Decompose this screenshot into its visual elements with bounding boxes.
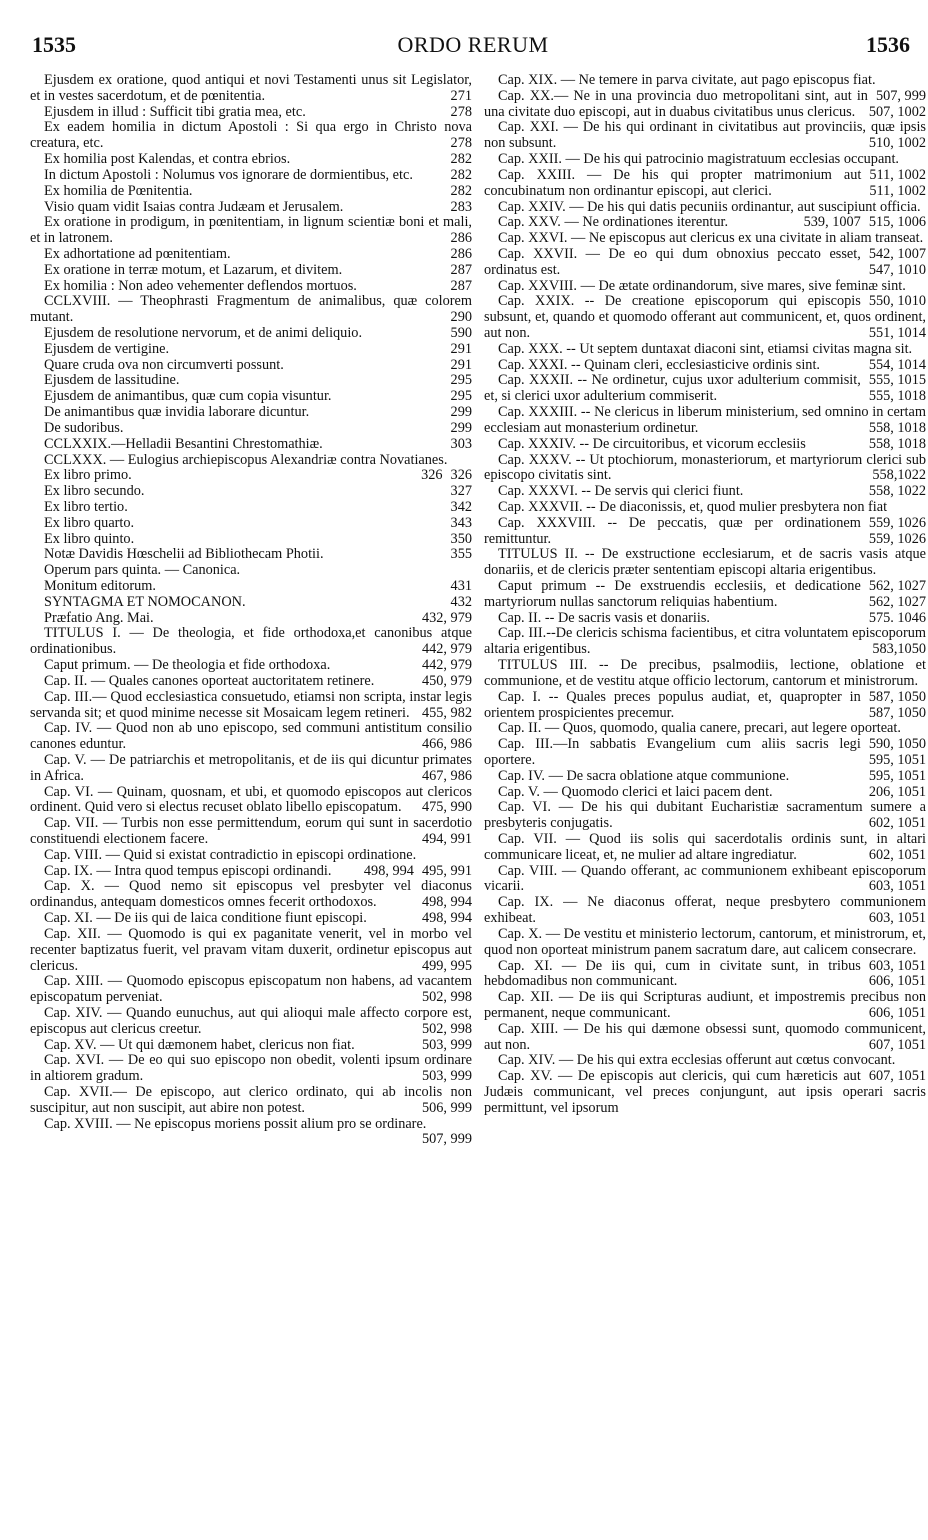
toc-entry-text: Cap. XXXIV. -- De circuitoribus, et vicorum ecclesiis	[498, 435, 806, 452]
toc-entry-page: 494, 991	[421, 831, 472, 847]
toc-entry	[30, 358, 472, 374]
toc-entry	[30, 168, 472, 184]
toc-entry	[484, 959, 926, 991]
toc-entry-page: 282	[450, 151, 472, 168]
toc-entry-text: Cap. VII. — Quod iis solis qui sacerdotalis ordinis sunt, in altari communicare liceat, et, ne mulier ad altare ingrediatur.	[484, 831, 926, 863]
toc-entry-page: 442, 979	[421, 641, 472, 658]
toc-entry-page: 558, 1022	[868, 483, 926, 500]
toc-entry-text: CCLXXIX.—Helladii Besantini Chrestomathiæ.	[44, 435, 323, 452]
toc-entry	[30, 437, 472, 453]
toc-entry	[484, 168, 926, 200]
toc-entry-text: Ex eadem homilia in dictum Apostoli : Si qua ergo in Christo nova creatura, etc.	[30, 119, 472, 152]
toc-entry-text: Cap. XV. — De episcopis aut clericis, qui cum hæreticis aut Judæis communicant, vel preces conjungunt, aut ipsis operari sacris permittunt, vel ipsorum	[484, 1068, 926, 1116]
toc-entry	[30, 200, 472, 216]
toc-entry	[484, 626, 926, 658]
toc-entry-page: 511, 1002	[869, 182, 926, 199]
toc-entry-page: 299	[450, 419, 472, 436]
toc-entry-page: 291	[450, 340, 472, 357]
toc-entry-text: Cap. VIII. — Quando offerant, ac communionem exhibeant episcoporum vicarii.	[484, 862, 926, 895]
toc-entry-text: Cap. XI. — De iis qui, cum in civitate sunt, in tribus hebdomadibus non communicant.	[484, 957, 861, 990]
toc-entry-page: 559, 1026	[868, 530, 926, 547]
toc-entry-text: TITULUS III. -- De precibus, psalmodiis, lectione, oblatione et communione, et de vestitu atque officio lectorum, cantorum et ministrorum.	[484, 657, 926, 689]
toc-entry-text: Ex libro quarto.	[44, 514, 135, 531]
toc-entry-text: Cap. IX. — Ne diaconus offerat, neque presbytero communionem exhibeat.	[484, 894, 926, 927]
toc-entry-text: Cap. I. -- Quales preces populus audiat, et, quapropter in orientem prospicientes precemur.	[484, 688, 861, 721]
toc-entry	[30, 405, 472, 421]
toc-entry-page: 590, 1050	[868, 736, 926, 753]
toc-entry-text: Monitum editorum.	[44, 578, 156, 594]
page-header	[32, 32, 914, 62]
toc-entry-page: 555, 1018	[868, 388, 926, 405]
toc-entry	[484, 611, 926, 627]
toc-entry	[484, 1069, 926, 1116]
toc-entry-text: Quare cruda ova non circumverti possunt.	[44, 356, 284, 373]
toc-entry	[30, 421, 472, 437]
toc-entry	[484, 1052, 926, 1085]
toc-entry-page: 603, 1051	[868, 910, 926, 927]
toc-entry	[30, 1053, 472, 1085]
toc-entry-page: 558,1022	[872, 467, 926, 484]
toc-entry-text: Ex libro secundo.	[44, 483, 145, 500]
toc-entry-text: CCLXVIII. — Theophrasti Fragmentum de animalibus, quæ colorem mutant.	[30, 293, 472, 326]
toc-entry-text: Cap. II. — Quales canones oporteat auctoritatem retinere.	[44, 672, 375, 689]
toc-entry-page: 562, 1027	[868, 593, 926, 610]
toc-entry-page: 287	[450, 277, 472, 294]
toc-entry-text: Caput primum. — De theologia et fide orthodoxa.	[44, 657, 331, 674]
left-page-number: 1535	[32, 32, 76, 57]
toc-entry	[30, 294, 472, 326]
toc-entry-page: 590	[450, 325, 472, 341]
toc-entry	[30, 468, 472, 484]
toc-entry-page: 303	[450, 435, 472, 452]
running-title: ORDO RERUM	[397, 32, 549, 57]
toc-entry-text: Ex oratione in prodigum, in pœnitentiam, in lignum scientiæ boni et mali, et in latronem.	[30, 214, 472, 247]
toc-entry-page: 547, 1010	[868, 261, 926, 278]
toc-entry	[30, 611, 472, 627]
toc-entry-page: 503, 999	[421, 1036, 472, 1053]
toc-entry-text: Cap. XII. — Quomodo is qui ex paganitate venerit, vel in morbo vel recenter baptizatus fuerit, vel pravam vitam duxerit, ordinetur episcopus aut clericus.	[30, 925, 472, 974]
toc-entry-text: Cap. XIX. — Ne temere in parva civitate, aut pago episcopus fiat.	[498, 73, 876, 88]
toc-entry	[30, 547, 472, 563]
toc-entry	[30, 184, 472, 200]
toc-entry	[484, 769, 926, 785]
toc-entry-page: 606, 1051	[868, 973, 926, 990]
toc-entry-page: 326	[450, 467, 472, 484]
toc-entry	[30, 389, 472, 405]
toc-entry-page: 350	[450, 530, 472, 547]
toc-entry-text: Cap. III.— Quod ecclesiastica consuetudo, etiamsi non scripta, instar legis servanda sit; et quod minime necesse sit Mosaicam legem retineri.	[30, 688, 472, 721]
toc-entry-text: Cap. XIII. — Quomodo episcopus episcopatum non habens, ad vacantem episcopatum perveniat.	[30, 973, 472, 1006]
toc-entry-page: 602, 1051	[868, 846, 926, 863]
toc-entry-text: Cap. III.--De clericis schisma facientibus, et citra voluntatem episcoporum altaria erigentibus.	[484, 625, 926, 658]
toc-entry-text: Ejusdem de lassitudine.	[44, 372, 180, 389]
toc-entry-page: 511, 1002	[869, 166, 926, 183]
toc-entry-text: Cap. XXII. — De his qui patrocinio magistratuum ecclesias occupant.	[498, 151, 899, 168]
toc-entry-page: 355	[450, 546, 472, 563]
toc-entry-text: Cap. XXXVIII. -- De peccatis, quæ per ordinationem remittuntur.	[484, 514, 861, 547]
toc-entry-text: Ejusdem in illud : Sufficit tibi gratia mea, etc.	[44, 103, 306, 120]
toc-entry-text: Cap. XV. — Ut qui dæmonem habet, clericus non fiat.	[44, 1036, 355, 1053]
toc-entry-text: Cap. XXVI. — Ne episcopus aut clericus ex una civitate in aliam transeat.	[498, 230, 924, 247]
toc-entry	[484, 690, 926, 722]
toc-entry-text: Cap. II. -- De sacris vasis et donariis.	[498, 609, 711, 626]
toc-entry	[30, 879, 472, 911]
toc-entry	[30, 1115, 472, 1148]
toc-entry-page: 510, 1002	[868, 135, 926, 152]
toc-entry-text: In dictum Apostoli : Nolumus vos ignorare de dormientibus, etc.	[44, 166, 413, 183]
toc-entry	[30, 373, 472, 389]
toc-entry	[484, 800, 926, 832]
toc-entry	[30, 120, 472, 152]
toc-entry-page: 295	[450, 372, 472, 389]
toc-entry-page: 326	[421, 467, 443, 484]
toc-entry-page: 282	[450, 166, 472, 183]
toc-entry-page: 559, 1026	[868, 514, 926, 531]
toc-entry	[30, 1085, 472, 1117]
toc-entry-text: Cap. XXXII. -- Ne ordinetur, cujus uxor adulterium commisit, et, si clerici uxor adulterium commiserit.	[484, 372, 861, 405]
toc-entry	[30, 532, 472, 548]
toc-entry	[484, 373, 926, 405]
toc-entry-text: CCLXXX. — Eulogius archiepiscopus Alexandriæ contra Novatianes.	[44, 451, 448, 468]
toc-entry-page: 542, 1007	[868, 245, 926, 262]
toc-entry	[30, 626, 472, 658]
toc-entry-page: 450, 979	[421, 672, 472, 689]
toc-entry-text: Cap. XIV. — De his qui extra ecclesias offerunt aut cœtus convocant.	[498, 1052, 896, 1069]
toc-entry-page: 507, 1002	[868, 103, 926, 120]
toc-entry-page: 467, 986	[421, 767, 472, 784]
toc-entry-page: 295	[450, 388, 472, 405]
toc-entry-text: Caput primum -- De exstruendis ecclesiis, et dedicatione martyriorum nullas sanctorum reliquias habentium.	[484, 578, 861, 610]
toc-entry-page: 466, 986	[421, 736, 472, 753]
toc-entry-text: Cap. XVIII. — Ne episcopus moriens possit alium pro se ordinare.	[44, 1115, 427, 1132]
toc-entry-text: Ex libro quinto.	[44, 530, 135, 547]
toc-entry-page: 327	[450, 483, 472, 500]
toc-entry-text: Cap. VII. — Turbis non esse permittendum, eorum qui sunt in sacerdotio constituendi electionem facere.	[30, 815, 472, 847]
toc-entry-text: Cap. X. — De vestitu et ministerio lectorum, cantorum, et ministrorum, et, quod non oporteat ministrum panem sacratum dare, aut calicem consecrare.	[484, 925, 926, 958]
toc-entry-page: 282	[450, 182, 472, 199]
right-page-number: 1536	[866, 32, 910, 57]
toc-entry	[484, 405, 926, 437]
toc-entry-text: Operum pars quinta. — Canonica.	[44, 562, 241, 579]
toc-entry-text: Ex libro primo.	[44, 467, 132, 484]
toc-entry-page: 495, 991	[421, 862, 472, 879]
toc-entry-page: 432	[450, 593, 472, 610]
toc-entry	[30, 500, 472, 516]
toc-entry-page: 498, 994	[363, 862, 414, 879]
toc-entry	[484, 990, 926, 1022]
toc-entry-page: 287	[450, 261, 472, 278]
toc-entry-page: 603, 1051	[868, 878, 926, 895]
toc-entry	[30, 816, 472, 848]
toc-entry	[30, 579, 472, 595]
toc-entry	[484, 120, 926, 152]
toc-entry	[30, 484, 472, 500]
toc-entry	[484, 277, 926, 310]
toc-entry-text: Notæ Davidis Hœschelii ad Bibliothecam Photii.	[44, 546, 324, 563]
toc-entry-text: Cap. XXXIII. -- Ne clericus in liberum ministerium, sed omnino in certam ecclesiam aut monasterium ordinetur.	[484, 404, 926, 436]
toc-entry-text: Cap. XXIV. — De his qui datis pecuniis ordinantur, aut suscipiunt officia.	[498, 198, 921, 215]
toc-entry-page: 432, 979	[421, 609, 472, 626]
toc-entry-page: 431	[450, 578, 472, 594]
toc-entry-text: Cap. II. — Quos, quomodo, qualia canere, precari, aut legere oporteat.	[498, 720, 901, 737]
toc-entry	[30, 864, 472, 880]
toc-entry-text: Ex oratione in terræ motum, et Lazarum, et divitem.	[44, 261, 343, 278]
toc-entry-text: Ejusdem de vertigine.	[44, 340, 170, 357]
toc-entry	[30, 753, 472, 785]
toc-entry-page: 515, 1006	[868, 214, 926, 231]
toc-entry	[30, 326, 472, 342]
left-column	[30, 73, 472, 1534]
toc-entry-page: 498, 994	[421, 910, 472, 927]
toc-entry	[484, 895, 926, 927]
toc-entry-page: 502, 998	[421, 989, 472, 1006]
toc-entry-text: Ex homilia post Kalendas, et contra ebrios.	[44, 151, 291, 168]
toc-entry-page: 286	[450, 230, 472, 247]
toc-entry	[30, 911, 472, 927]
toc-entry	[484, 215, 926, 231]
toc-entry	[30, 247, 472, 263]
toc-entry-page: 607, 1051	[868, 1036, 926, 1053]
toc-entry	[30, 927, 472, 974]
toc-entry	[30, 105, 472, 121]
toc-entry-page: 575. 1046	[868, 609, 926, 626]
toc-entry-page: 475, 990	[421, 799, 472, 816]
toc-entry-page: 550, 1010	[868, 293, 926, 310]
toc-entry	[484, 453, 926, 485]
toc-entry-text: Cap. IV. — De sacra oblatione atque communione.	[498, 767, 790, 784]
toc-entry-text: De animantibus quæ invidia laborare dicuntur.	[44, 404, 310, 421]
toc-entry-page: 602, 1051	[868, 815, 926, 832]
toc-entry-text: Præfatio Ang. Mai.	[44, 609, 154, 626]
toc-entry	[484, 579, 926, 611]
toc-entry-text: SYNTAGMA ET NOMOCANON.	[44, 593, 246, 610]
toc-entry-page: 606, 1051	[868, 1004, 926, 1021]
toc-entry	[30, 516, 472, 532]
toc-entry-text: Cap. XXXI. -- Quinam cleri, ecclesiasticive ordinis sint.	[498, 356, 820, 373]
toc-entry-page: 507, 999	[421, 1131, 472, 1148]
toc-entry	[484, 516, 926, 548]
toc-entry	[30, 215, 472, 247]
toc-entry	[30, 73, 472, 105]
toc-entry-page: 442, 979	[421, 657, 472, 674]
toc-entry	[484, 89, 926, 121]
toc-entry-text: Cap. XXVIII. — De ætate ordinandorum, sive mares, sive feminæ sint.	[498, 277, 906, 294]
toc-entry-page: 595, 1051	[868, 767, 926, 784]
toc-entry-text: Cap. XVII.— De episcopo, aut clerico ordinato, qui ab incolis non suscipitur, aut non suscipit, aut abire non potest.	[30, 1084, 472, 1116]
toc-entry-page: 499, 995	[421, 957, 472, 974]
toc-entry-page: 502, 998	[421, 1020, 472, 1037]
toc-entry-page: 595, 1051	[868, 751, 926, 768]
toc-entry-page: 278	[450, 135, 472, 152]
toc-entry	[484, 864, 926, 896]
toc-entry	[30, 1038, 472, 1054]
toc-entry-text: Cap. XXXVI. -- De servis qui clerici fiunt.	[498, 483, 744, 500]
toc-entry-page: 498, 994	[421, 894, 472, 911]
toc-entry-text: Cap. III.—In sabbatis Evangelium cum aliis sacris legi oportere.	[484, 736, 861, 768]
toc-entry	[30, 1006, 472, 1038]
toc-entry	[30, 674, 472, 690]
toc-entry	[484, 1022, 926, 1054]
toc-entry-page: 291	[450, 356, 472, 373]
toc-entry-text: De sudoribus.	[44, 419, 124, 436]
toc-entry-text: Ejusdem de animantibus, quæ cum copia visuntur.	[44, 388, 332, 405]
toc-entry-page: 271	[450, 87, 472, 104]
toc-entry-page: 506, 999	[421, 1099, 472, 1116]
toc-entry-page: 558, 1018	[868, 419, 926, 436]
toc-entry-text: Ex homilia : Non adeo vehementer deflendos mortuos.	[44, 277, 357, 294]
toc-entry-page: 206, 1051	[868, 783, 926, 800]
toc-entry-text: Cap. XII. — De iis qui Scripturas audiunt, et impostremis precibus non permanent, neque communicant.	[484, 989, 926, 1021]
right-column	[484, 73, 926, 1534]
toc-entry-page: 603, 1051	[868, 957, 926, 974]
toc-entry-text: Cap. VI. — De his qui dubitant Eucharistiæ sacramentum sumere a presbyteris conjugatis.	[484, 799, 926, 832]
toc-entry-text: Cap. IX. — Intra quod tempus episcopi ordinandi.	[44, 862, 332, 879]
toc-entry-text: Cap. IV. — Quod non ab uno episcopo, sed communi antistitum consilio canones eduntur.	[30, 720, 472, 753]
toc-entry	[30, 785, 472, 817]
toc-entry	[30, 974, 472, 1006]
toc-entry-text: TITULUS I. — De theologia, et fide orthodoxa,et canonibus atque ordinationibus.	[30, 625, 472, 658]
toc-entry	[30, 152, 472, 168]
toc-entry-text: TITULUS II. -- De exstructione ecclesiarum, et de sacris vasis atque donariis, et de clericis præter sententiam episcopi altaria erigentibus.	[484, 546, 926, 579]
toc-entry-text: Cap. VI. — Quinam, quosnam, et ubi, et quomodo episcopos aut clericos ordinent. Quid vero si electus recuset oblato libello episcopatum.	[30, 783, 472, 816]
toc-entry	[30, 263, 472, 279]
toc-entry	[30, 690, 472, 722]
toc-entry-text: Ejusdem de resolutione nervorum, et de animi deliquio.	[44, 325, 363, 341]
toc-entry	[30, 279, 472, 295]
toc-entry-page: 583,1050	[872, 641, 926, 658]
toc-entry	[484, 247, 926, 279]
toc-entry-page: 587, 1050	[868, 688, 926, 705]
toc-entry-page: 562, 1027	[868, 578, 926, 594]
toc-entry-page: 283	[450, 198, 472, 215]
toc-entry	[484, 737, 926, 769]
toc-entry	[484, 785, 926, 801]
toc-entry	[484, 832, 926, 864]
toc-entry	[30, 342, 472, 358]
toc-entry-text: Cap. XIII. — De his qui dæmone obsessi sunt, quomodo communicent, aut non.	[484, 1020, 926, 1053]
toc-entry-page: 343	[450, 514, 472, 531]
toc-entry-page: 554, 1014	[868, 356, 926, 373]
toc-entry-page: 587, 1050	[868, 704, 926, 721]
toc-entry	[30, 721, 472, 753]
toc-entry-text: Ex libro tertio.	[44, 498, 128, 515]
toc-entry-page: 539, 1007	[803, 214, 861, 231]
toc-entry-page: 607, 1051	[868, 1068, 926, 1085]
toc-entry-text: Cap. XI. — De iis qui de laica conditione fiunt episcopi.	[44, 910, 367, 927]
toc-entry-text: Ex homilia de Pœnitentia.	[44, 182, 193, 199]
toc-entry	[484, 437, 926, 453]
toc-entry-text: Cap. XXV. — Ne ordinationes iterentur.	[498, 214, 729, 231]
toc-entry-text: Cap. XXXV. -- Ut ptochiorum, monasteriorum, et martyriorum clerici sub episcopo civitatis sint.	[484, 451, 926, 484]
toc-entry-text: Ex adhortatione ad pœnitentiam.	[44, 245, 231, 262]
toc-entry-text: Cap. V. — Quomodo clerici et laici pacem dent.	[498, 783, 773, 800]
toc-entry-text: Cap. XXIX. -- De creatione episcoporum qui episcopis subsunt, et, quando et quomodo offerant aut communicent, et, quos ordinent, aut non.	[484, 293, 926, 341]
toc-entry	[30, 595, 472, 611]
toc-entry-page: 290	[450, 309, 472, 326]
toc-entry-page: 455, 982	[421, 704, 472, 721]
toc-entry-text: Cap. XX.— Ne in una provincia duo metropolitani sint, aut in una civitate duo episcopi, aut in duabus civitatibus unus clericus.	[484, 87, 868, 120]
toc-entry-page: 342	[450, 498, 472, 515]
toc-entry-page: 503, 999	[421, 1068, 472, 1085]
toc-entry-page: 558, 1018	[868, 435, 926, 452]
toc-entry-text: Cap. XXXVII. -- De diaconissis, et, quod mulier presbytera non fiat	[498, 498, 888, 515]
toc-entry-page: 507, 999	[875, 87, 926, 104]
toc-entry-text: Cap. VIII. — Quid si existat contradictio in episcopi ordinatione.	[44, 846, 417, 863]
toc-entry-text: Cap. XXX. -- Ut septem duntaxat diaconi sint, etiamsi civitas magna sit.	[498, 340, 913, 357]
toc-entry-text: Cap. XVI. — De eo qui suo episcopo non obedit, volenti ipsum ordinare in altiorem gradum.	[30, 1052, 472, 1085]
toc-entry	[484, 484, 926, 500]
toc-entry-text: Cap. XXVII. — De eo qui dum obnoxius peccato esset, ordinatus est.	[484, 245, 861, 278]
toc-entry-text: Cap. XXIII. — De his qui propter matrimonium aut concubinatum non ordinantur episcopi, aut clerici.	[484, 166, 862, 199]
toc-entry-text: Cap. V. — De patriarchis et metropolitanis, et de iis qui dicuntur primates in Africa.	[30, 751, 472, 784]
toc-entry-page: 551, 1014	[868, 325, 926, 341]
toc-entry	[30, 658, 472, 674]
toc-entry-text: Ejusdem ex oratione, quod antiqui et novi Testamenti unus sit Legislator, et in vestes sacerdotum, et de pœnitentia.	[30, 73, 472, 104]
toc-entry-page: 299	[450, 404, 472, 421]
toc-entry-text: Cap. XXI. — De his qui ordinant in civitatibus aut provinciis, quæ ipsis non subsunt.	[484, 119, 926, 152]
toc-entry-page: 555, 1015	[868, 372, 926, 389]
toc-entry-page: 278	[450, 103, 472, 120]
toc-entry-page: 286	[450, 245, 472, 262]
toc-entry	[30, 563, 472, 579]
toc-entry-text: Cap. XIV. — Quando eunuchus, aut qui alioqui male affecto corpore est, episcopus aut clericus creetur.	[30, 1004, 472, 1037]
toc-entry-text: Cap. X. — Quod nemo sit episcopus vel presbyter vel diaconus ordinandus, antequam domesticos omnes fecerit orthodoxos.	[30, 878, 472, 911]
toc-entry	[484, 294, 926, 341]
toc-entry-text: Visio quam vidit Isaias contra Judæam et Jerusalem.	[44, 198, 344, 215]
